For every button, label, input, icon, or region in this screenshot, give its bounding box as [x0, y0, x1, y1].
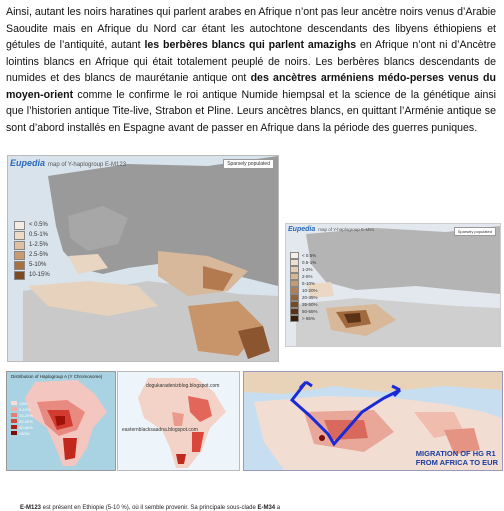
legend-row — [290, 273, 318, 280]
legend-label: 10-20% — [19, 412, 33, 418]
caption-text-b: est présent en Ethiopie (5-10 %), où il semble provenir. Sa principale sous-clade — [41, 505, 258, 511]
legend-swatch — [290, 294, 299, 301]
legend-swatch — [14, 241, 25, 250]
legend-label: 10-15% — [29, 272, 50, 278]
legend-row — [14, 270, 50, 280]
caption-text-d: a — [275, 505, 281, 511]
legend-swatch — [290, 315, 299, 322]
legend-swatch — [290, 252, 299, 259]
map1-caption — [20, 505, 280, 511]
migration-title — [416, 449, 498, 467]
legend-swatch — [290, 266, 299, 273]
migration-line-2: FROM AFRICA TO EUR — [415, 458, 498, 467]
map2-brand-text: Eupedia — [288, 226, 316, 233]
legend-swatch — [290, 287, 299, 294]
legend-row — [290, 287, 318, 294]
legend-row — [290, 266, 318, 273]
legend-row — [14, 250, 50, 260]
legend-label: 1-2% — [302, 267, 313, 272]
para-bold-1: les berbères blancs qui parlent amazighs — [144, 39, 357, 51]
legend-row — [290, 308, 318, 315]
map1-brand — [10, 158, 126, 168]
map1-sparse-label: Sparsely populated — [223, 159, 274, 169]
legend-swatch — [14, 221, 25, 230]
legend-row — [290, 259, 318, 266]
legend-row — [14, 260, 50, 270]
legend-label: 40-60% — [19, 424, 33, 430]
map2-legend — [290, 252, 318, 322]
caption-bold-a: E-M123 — [20, 505, 42, 511]
legend-swatch — [290, 259, 299, 266]
legend-swatch — [11, 425, 17, 429]
legend-label: 50-65% — [302, 309, 318, 314]
legend-swatch — [11, 413, 17, 417]
map1-subtitle: map of Y-haplogroup E-M123 — [48, 162, 127, 168]
para-bold-2: des ancètres arméniens médo-perses venus du moyen-orient — [6, 72, 496, 101]
legend-label: 35-50% — [302, 302, 318, 307]
para-text-1: Ainsi, autant les noirs haratines qui parlent arabes en Afrique n’ont pas leur ancètre noirs venus d’Arabie Saoudite mais en Afrique du Nord car étant les autochtone descendants des libyens éthiopiens et gétules de l’antiquité, autant — [6, 6, 496, 51]
map2-brand — [288, 226, 374, 233]
legend-label: < 0.5% — [302, 253, 317, 258]
map1-brand-text: Eupedia — [10, 158, 46, 168]
africa2-blog-bottom: easternblacksaadna.blogspot.com — [122, 427, 198, 433]
legend-row — [14, 230, 50, 240]
africa-haplogroup-a-map — [6, 371, 116, 471]
legend-label: 5-10% — [19, 406, 31, 412]
legend-label: 0.5-1% — [29, 232, 49, 238]
africa1-legend — [11, 400, 33, 436]
legend-swatch — [290, 301, 299, 308]
legend-label: 0.5-1% — [302, 260, 317, 265]
legend-label: 5-10% — [29, 262, 47, 268]
legend-swatch — [14, 231, 25, 240]
migration-hg-r1-map — [243, 371, 503, 471]
legend-swatch — [11, 401, 17, 405]
para-text-3: comme le confirme le roi antique Numide hiempsal et la science de la génétique ainsi que l’historien antique Tite-live, Strabon et Pline. Leurs ancètres blancs, en quittant l’Arménie antique se sont d’abord installés en Espagne avant de passer en Afrique dans la période des guerres puniques. — [6, 88, 496, 134]
legend-row — [290, 252, 318, 259]
europe-map-graphic-2 — [286, 224, 500, 346]
legend-label: 20-35% — [302, 295, 318, 300]
legend-label: < 0.5% — [29, 222, 48, 228]
body-paragraph — [6, 4, 496, 136]
legend-swatch — [14, 251, 25, 260]
legend-row — [14, 240, 50, 250]
legend-row — [290, 315, 318, 322]
legend-row — [290, 301, 318, 308]
legend-label: > 65% — [302, 316, 315, 321]
legend-row — [290, 294, 318, 301]
legend-label: 2-5% — [302, 274, 313, 279]
legend-label: 20-40% — [19, 418, 33, 424]
caption-bold-c: E-M34 — [257, 505, 276, 511]
legend-label: 10-20% — [302, 288, 318, 293]
legend-label: <5% — [19, 400, 28, 406]
legend-swatch — [290, 308, 299, 315]
legend-swatch — [11, 419, 17, 423]
legend-label: 2.5-5% — [29, 252, 49, 258]
legend-swatch — [11, 407, 17, 411]
legend-label: 1-2.5% — [29, 242, 49, 248]
africa1-title: Distribution of Haplogroup A (Y Chromosome) — [11, 374, 103, 379]
legend-swatch — [14, 271, 25, 280]
legend-swatch — [290, 273, 299, 280]
migration-line-1: MIGRATION OF HG R1 — [415, 449, 496, 458]
legend-label: 5-10% — [302, 281, 316, 286]
legend-swatch — [11, 431, 17, 435]
africa-haplogroup-map-2 — [117, 371, 240, 471]
legend-row — [11, 430, 33, 436]
legend-swatch — [290, 280, 299, 287]
para-text-2: en Afrique n’ont ni d’Ancètre lointins blancs en Afrique qui était totalement peuplé de noirs. Les berbères blancs descendants de numides et des blancs de maurétanie antique ont — [6, 39, 497, 84]
map2-sparse-label: Sparsely populated — [454, 227, 496, 236]
map2-subtitle: map of Y-haplogroup E-M81 — [318, 227, 375, 232]
map-e-m81 — [285, 223, 501, 347]
map1-legend — [14, 220, 50, 280]
legend-swatch — [14, 261, 25, 270]
africa2-blog-top: dogukaradenizblog.blogspot.com — [146, 383, 220, 389]
legend-row — [290, 280, 318, 287]
legend-row — [14, 220, 50, 230]
legend-label: >60% — [19, 430, 30, 436]
